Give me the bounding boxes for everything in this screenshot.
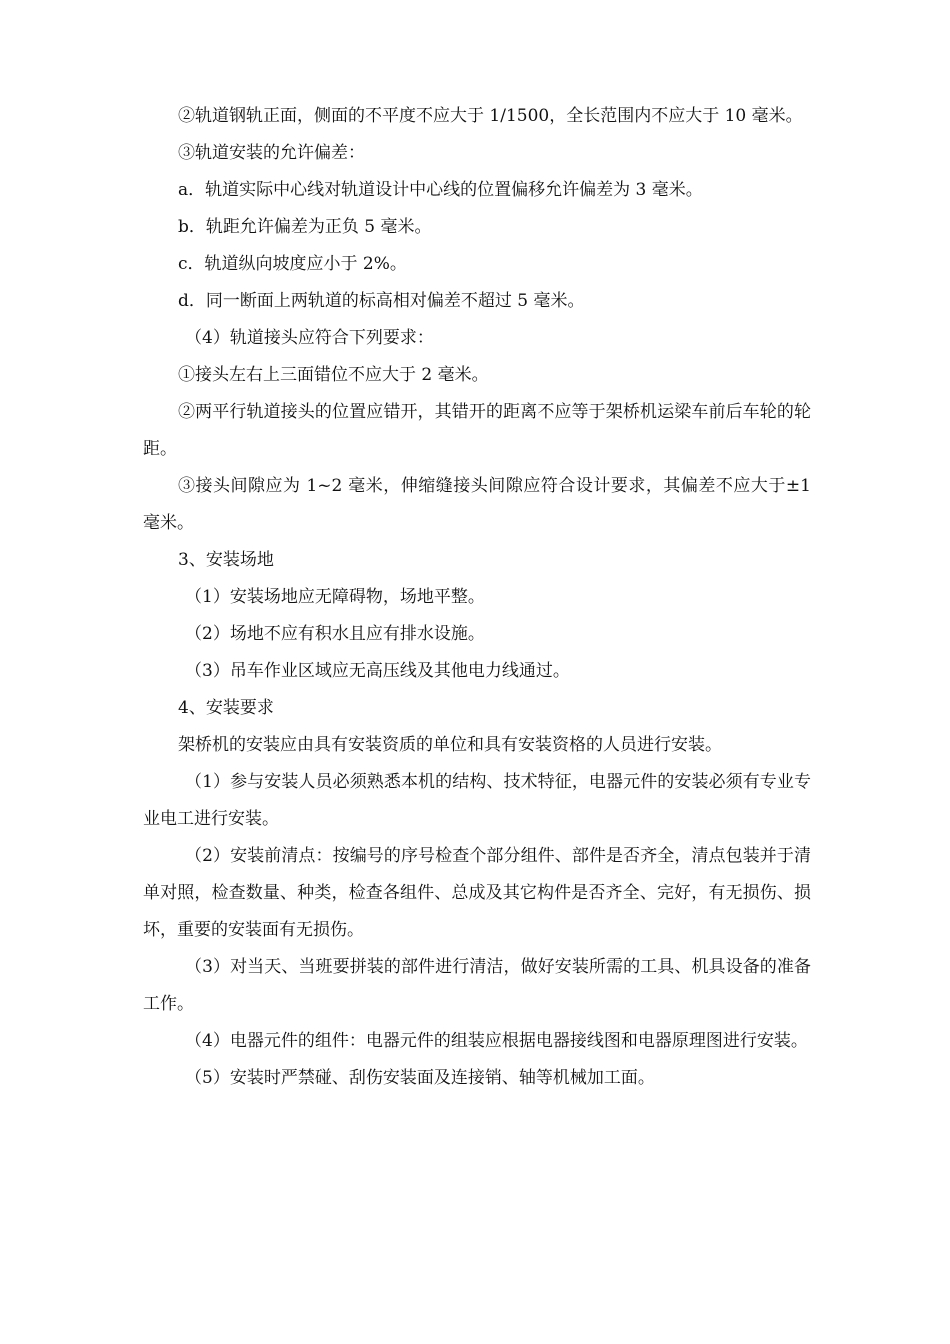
paragraph-rail-flatness: ②轨道钢轨正面，侧面的不平度不应大于 1/1500，全长范围内不应大于 10 毫米。 [178, 106, 803, 126]
paragraph-site-2: （2）场地不应有积水且应有排水设施。 [185, 624, 485, 644]
paragraph-requirement-2: （2）安装前清点：按编号的序号检查个部分组件、部件是否齐全，清点包装并于清单对照，检查数量、种类，检查各组件、总成及其它构件是否齐全、完好，有无损伤、损坏，重要的安装面有无损伤。 [143, 846, 811, 940]
paragraph-requirement-5: （5）安装时严禁碰、刮伤安装面及连接销、轴等机械加工面。 [185, 1068, 655, 1088]
paragraph-requirement-1: （1）参与安装人员必须熟悉本机的结构、技术特征，电器元件的安装必须有专业专业电工进行安装。 [143, 772, 811, 829]
section-heading-requirements: 4、安装要求 [178, 698, 274, 718]
paragraph-requirement-4: （4）电器元件的组件：电器元件的组装应根据电器接线图和电器原理图进行安装。 [185, 1031, 808, 1051]
paragraph-tolerance-c: c．轨道纵向坡度应小于 2%。 [178, 254, 407, 274]
paragraph-tolerance-a: a．轨道实际中心线对轨道设计中心线的位置偏移允许偏差为 3 毫米。 [178, 180, 703, 200]
paragraph-site-3: （3）吊车作业区域应无高压线及其他电力线通过。 [185, 661, 570, 681]
paragraph-joint-1: ①接头左右上三面错位不应大于 2 毫米。 [178, 365, 489, 385]
paragraph-requirement-3: （3）对当天、当班要拼装的部件进行清洁，做好安装所需的工具、机具设备的准备工作。 [143, 957, 811, 1014]
paragraph-tolerance-d: d．同一断面上两轨道的标高相对偏差不超过 5 毫米。 [178, 291, 585, 311]
paragraph-joint-2: ②两平行轨道接头的位置应错开，其错开的距离不应等于架桥机运梁车前后车轮的轮距。 [143, 402, 811, 459]
paragraph-tolerance-b: b．轨距允许偏差为正负 5 毫米。 [178, 217, 432, 237]
paragraph-site-1: （1）安装场地应无障碍物，场地平整。 [185, 587, 485, 607]
paragraph-rail-tolerance-heading: ③轨道安装的允许偏差： [178, 143, 365, 163]
paragraph-rail-joint-heading: （4）轨道接头应符合下列要求： [185, 328, 434, 348]
section-heading-site: 3、安装场地 [178, 550, 274, 570]
paragraph-requirements-intro: 架桥机的安装应由具有安装资质的单位和具有安装资格的人员进行安装。 [178, 735, 722, 755]
document-body [143, 98, 811, 1097]
paragraph-joint-3: ③接头间隙应为 1~2 毫米，伸缩缝接头间隙应符合设计要求，其偏差不应大于±1 毫米。 [143, 476, 811, 533]
